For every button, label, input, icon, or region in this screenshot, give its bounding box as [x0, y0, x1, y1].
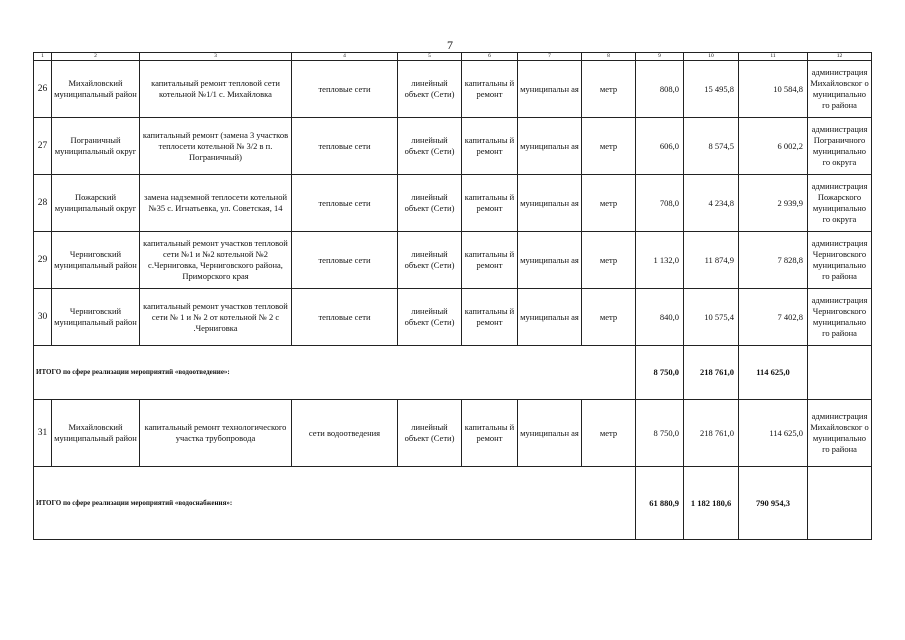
territory-cell: Пожарский муниципальный округ: [52, 175, 140, 232]
object-cell: линейный объект (Сети): [398, 232, 462, 289]
total-value-11: 114 625,0: [739, 346, 808, 400]
responsible-cell: администрация Черниговского муниципально го района: [808, 232, 872, 289]
table-row: [34, 232, 872, 289]
value-11-cell: 7 828,8: [739, 232, 808, 289]
total-label: ИТОГО по сфере реализации мероприятий «водоснабжения»:: [34, 467, 636, 540]
network-cell: тепловые сети: [292, 232, 398, 289]
value-10-cell: 4 234,8: [684, 175, 739, 232]
row-number: 30: [34, 289, 52, 346]
table-row: [34, 175, 872, 232]
unit-cell: метр: [582, 61, 636, 118]
value-9-cell: 606,0: [636, 118, 684, 175]
col-header: 9: [636, 53, 684, 61]
value-9-cell: 8 750,0: [636, 400, 684, 467]
value-10-cell: 15 495,8: [684, 61, 739, 118]
total-value-10: 1 182 180,6: [684, 467, 739, 540]
territory-cell: Михайловский муниципальный район: [52, 61, 140, 118]
unit-cell: метр: [582, 232, 636, 289]
col-header: 8: [582, 53, 636, 61]
value-11-cell: 2 939,9: [739, 175, 808, 232]
object-cell: линейный объект (Сети): [398, 61, 462, 118]
row-number: 31: [34, 400, 52, 467]
network-cell: сети водоотведения: [292, 400, 398, 467]
total-value-11: 790 954,3: [739, 467, 808, 540]
value-10-cell: 10 575,4: [684, 289, 739, 346]
unit-cell: метр: [582, 175, 636, 232]
value-9-cell: 708,0: [636, 175, 684, 232]
event-cell: капитальный ремонт технологического участка трубопровода: [140, 400, 292, 467]
unit-cell: метр: [582, 289, 636, 346]
work-type-cell: капитальны й ремонт: [462, 400, 518, 467]
ownership-cell: муниципальн ая: [518, 289, 582, 346]
investment-table: [33, 52, 872, 540]
network-cell: тепловые сети: [292, 61, 398, 118]
col-header: 2: [52, 53, 140, 61]
col-header: 6: [462, 53, 518, 61]
responsible-cell: администрация Пожарского муниципально го округа: [808, 175, 872, 232]
total-value-9: 61 880,9: [636, 467, 684, 540]
event-cell: капитальный ремонт участков тепловой сети № 1 и № 2 от котельной № 2 с .Черниговка: [140, 289, 292, 346]
responsible-cell: администрация Черниговского муниципально го района: [808, 289, 872, 346]
total-value-9: 8 750,0: [636, 346, 684, 400]
event-cell: капитальный ремонт тепловой сети котельной №1/1 с. Михайловка: [140, 61, 292, 118]
ownership-cell: муниципальн ая: [518, 118, 582, 175]
column-number-row: [34, 53, 872, 61]
ownership-cell: муниципальн ая: [518, 232, 582, 289]
unit-cell: метр: [582, 400, 636, 467]
col-header: 3: [140, 53, 292, 61]
object-cell: линейный объект (Сети): [398, 289, 462, 346]
territory-cell: Пограничный муниципальный округ: [52, 118, 140, 175]
unit-cell: метр: [582, 118, 636, 175]
work-type-cell: капитальны й ремонт: [462, 61, 518, 118]
total-value-10: 218 761,0: [684, 346, 739, 400]
event-cell: капитальный ремонт участков тепловой сети №1 и №2 котельной №2 с.Черниговка, Черниговского района, Приморского края: [140, 232, 292, 289]
responsible-cell: администрация Михайловског о муниципально го района: [808, 400, 872, 467]
value-11-cell: 6 002,2: [739, 118, 808, 175]
responsible-cell: администрация Пограничного муниципально го округа: [808, 118, 872, 175]
value-10-cell: 218 761,0: [684, 400, 739, 467]
empty-cell: [808, 467, 872, 540]
network-cell: тепловые сети: [292, 118, 398, 175]
ownership-cell: муниципальн ая: [518, 61, 582, 118]
total-row-wastewater: [34, 346, 872, 400]
total-label: ИТОГО по сфере реализации мероприятий «водоотведение»:: [34, 346, 636, 400]
ownership-cell: муниципальн ая: [518, 175, 582, 232]
object-cell: линейный объект (Сети): [398, 400, 462, 467]
network-cell: тепловые сети: [292, 289, 398, 346]
work-type-cell: капитальны й ремонт: [462, 118, 518, 175]
network-cell: тепловые сети: [292, 175, 398, 232]
work-type-cell: капитальны й ремонт: [462, 289, 518, 346]
ownership-cell: муниципальн ая: [518, 400, 582, 467]
territory-cell: Черниговский муниципальный район: [52, 289, 140, 346]
total-row-water-supply: [34, 467, 872, 540]
event-cell: замена надземной теплосети котельной №35 с. Игнатьевка, ул. Советская, 14: [140, 175, 292, 232]
page-number: 7: [447, 38, 453, 52]
work-type-cell: капитальны й ремонт: [462, 232, 518, 289]
table-row: [34, 118, 872, 175]
value-11-cell: 114 625,0: [739, 400, 808, 467]
col-header: 4: [292, 53, 398, 61]
row-number: 29: [34, 232, 52, 289]
object-cell: линейный объект (Сети): [398, 175, 462, 232]
col-header: 10: [684, 53, 739, 61]
territory-cell: Михайловский муниципальный район: [52, 400, 140, 467]
table-row: [34, 400, 872, 467]
value-10-cell: 11 874,9: [684, 232, 739, 289]
event-cell: капитальный ремонт (замена 3 участков теплосети котельной № 3/2 в п. Пограничный): [140, 118, 292, 175]
col-header: 12: [808, 53, 872, 61]
table-row: [34, 61, 872, 118]
value-11-cell: 7 402,8: [739, 289, 808, 346]
empty-cell: [808, 346, 872, 400]
col-header: 11: [739, 53, 808, 61]
value-9-cell: 840,0: [636, 289, 684, 346]
col-header: 7: [518, 53, 582, 61]
work-type-cell: капитальны й ремонт: [462, 175, 518, 232]
table-row: [34, 289, 872, 346]
value-11-cell: 10 584,8: [739, 61, 808, 118]
col-header: 5: [398, 53, 462, 61]
object-cell: линейный объект (Сети): [398, 118, 462, 175]
value-9-cell: 808,0: [636, 61, 684, 118]
row-number: 28: [34, 175, 52, 232]
row-number: 27: [34, 118, 52, 175]
responsible-cell: администрация Михайловског о муниципально го района: [808, 61, 872, 118]
value-9-cell: 1 132,0: [636, 232, 684, 289]
col-header: 1: [34, 53, 52, 61]
row-number: 26: [34, 61, 52, 118]
value-10-cell: 8 574,5: [684, 118, 739, 175]
territory-cell: Черниговский муниципальный район: [52, 232, 140, 289]
